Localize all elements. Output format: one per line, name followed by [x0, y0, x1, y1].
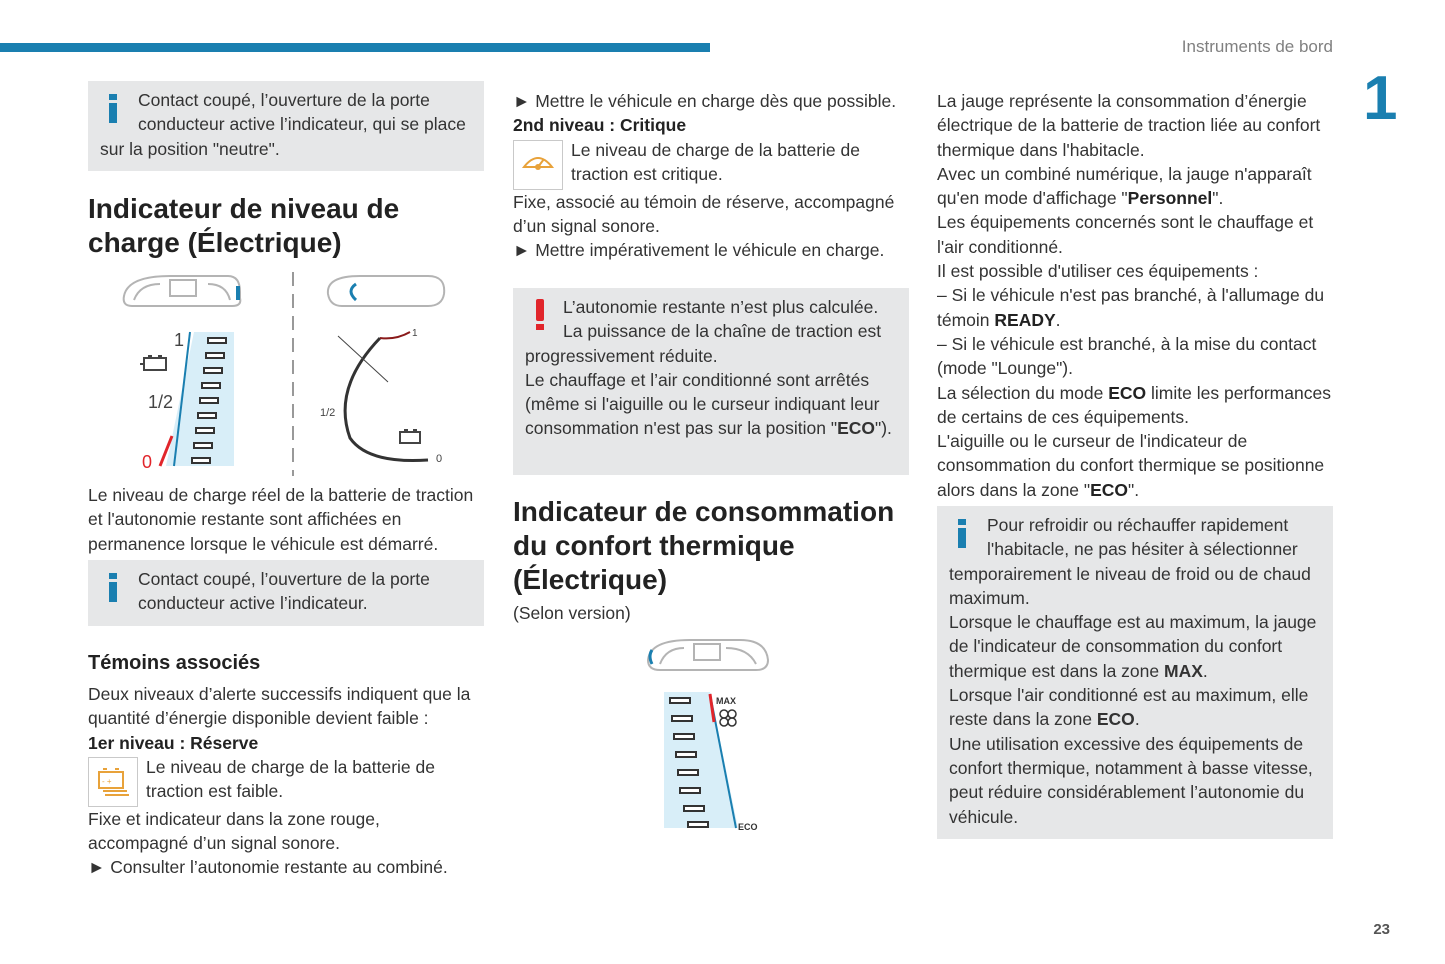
title-line: Indicateur de consommation — [513, 496, 895, 527]
level1-action-row — [88, 855, 484, 879]
warn-eco: ECO — [837, 418, 876, 439]
gauge-needle — [338, 336, 388, 382]
thermal-gauge-illustration — [640, 634, 780, 838]
action-critical: Mettre impérativement le véhicule en charge. — [535, 240, 885, 261]
arrow-icon: ► — [88, 857, 111, 878]
label-empty: 0 — [142, 452, 153, 472]
fan-icon — [720, 710, 736, 726]
critical-charge-icon — [513, 140, 563, 190]
warn-text-2: La puissance de la chaîne de traction est progressivement réduite. — [525, 321, 882, 366]
instrument-cluster-icon-2 — [328, 276, 444, 306]
paragraph-eco-mode: La sélection du mode ECO limite les performances de certains de ces équipements. — [937, 382, 1331, 427]
level1-action: Consulter l’autonomie restante au combiné. — [110, 857, 448, 878]
list-item-plugged: – Si le véhicule est branché, à la mise du contact (mode "Lounge"). — [937, 333, 1317, 379]
cluster-gauge-mark — [236, 286, 240, 300]
battery-icon — [140, 356, 166, 370]
level1-row — [88, 755, 484, 807]
instrument-cluster-icon — [124, 276, 241, 306]
arc-gauge-top — [380, 332, 410, 338]
title-line: Indicateur de niveau de — [88, 193, 400, 224]
charge-gauge-illustration — [110, 268, 460, 480]
warning-box — [513, 288, 909, 475]
paragraph-possible: Il est possible d'utiliser ces équipements : — [937, 261, 1259, 282]
arrow-icon: ► — [513, 240, 536, 261]
action-charge-row — [513, 89, 913, 113]
info-box-neutral — [88, 81, 484, 171]
paragraph-gauge: La jauge représente la consommation d’énergie électrique de la batterie de traction liée au confort thermique dans l'habitacle. — [937, 91, 1321, 160]
section-title: Instruments de bord — [1181, 37, 1333, 56]
paragraph-needle: L'aiguille ou le curseur de l'indicateur de consommation du confort thermique se positionne alors dans la zone "ECO". — [937, 431, 1325, 500]
info-icon — [949, 513, 983, 557]
temoins-block — [88, 682, 484, 880]
instrument-cluster-icon-3 — [648, 640, 768, 670]
chapter-number: 1 — [1363, 64, 1398, 133]
info-box-thermal — [937, 506, 1333, 839]
header-accent-bar — [0, 43, 710, 52]
label-eco: ECO — [738, 822, 758, 832]
arc-label-half: 1/2 — [320, 407, 336, 419]
page-number: 23 — [1373, 921, 1390, 938]
list-item-not-plugged: – Si le véhicule n'est pas branché, à l'allumage du témoin READY. — [937, 285, 1325, 330]
arrow-icon: ► — [513, 91, 536, 111]
warn-text-1: L’autonomie restante n’est plus calculée. — [563, 297, 879, 317]
level2-row — [513, 138, 913, 190]
warn-text-3: Le chauffage et l’air conditionné sont arrêtés (même si l'aiguille ou le curseur indiquant leur consommation n'est pas sur la position " — [525, 369, 880, 439]
exclamation-icon — [525, 295, 559, 339]
action-charge: Mettre le véhicule en charge dès que possible. — [535, 91, 897, 111]
label-full: 1 — [174, 330, 185, 350]
info-icon — [100, 88, 134, 132]
arc-label-full: 1 — [412, 328, 418, 339]
paragraph-alert-levels: Deux niveaux d’alerte successifs indiquent que la quantité d’énergie disponible devient faible : — [88, 684, 471, 729]
label-half: 1/2 — [148, 392, 174, 412]
info-ac-max: Lorsque l'air conditionné est au maximum, elle reste dans la zone ECO. — [949, 685, 1309, 730]
section-title-charge — [88, 192, 488, 260]
title-line: (Électrique) — [513, 564, 668, 595]
info-cool-heat: Pour refroidir ou réchauffer rapidement l'habitacle, ne pas hésiter à sélectionner temporairement le niveau de froid ou de chaud maximum. — [949, 515, 1311, 608]
section-title-thermal — [513, 495, 923, 597]
action-critical-row — [513, 238, 913, 262]
cluster-left-mark — [650, 650, 652, 664]
paragraph-digital: Avec un combiné numérique, la jauge n'apparaît qu'en mode d'affichage "Personnel". — [937, 163, 1312, 209]
level1-fixed: Fixe et indicateur dans la zone rouge, accompagné d’un signal sonore. — [88, 808, 380, 854]
battery-icon-2 — [400, 430, 420, 443]
level1-description: Le niveau de charge de la batterie de traction est faible. — [146, 756, 435, 802]
svg-text:- +: - + — [102, 776, 112, 786]
info-text: Contact coupé, l’ouverture de la porte conducteur active l’indicateur. — [138, 569, 430, 614]
info-excessive-use: Une utilisation excessive des équipements de confort thermique, notamment à basse vitesse, peut réduire considérablement l’autonomie du véhicule. — [949, 733, 1313, 827]
level2-fixed: Fixe, associé au témoin de réserve, accompagné d’un signal sonore. — [513, 191, 895, 236]
paragraph-charge-level: Le niveau de charge réel de la batterie de traction et l'autonomie restante sont affichées en permanence lorsque le véhicule est démarré. — [88, 485, 474, 554]
level2-description: Le niveau de charge de la batterie de traction est critique. — [571, 139, 860, 184]
paragraph-equipment: Les équipements concernés sont le chauffage et l'air conditionné. — [937, 212, 1314, 257]
col2-top-block — [513, 89, 913, 262]
battery-reserve-icon — [88, 757, 138, 807]
label-max: MAX — [716, 696, 736, 706]
info-text: Contact coupé, l’ouverture de la porte conducteur active l’indicateur, qui se place sur la position "neutre". — [100, 90, 466, 159]
col3-text-block — [937, 89, 1337, 502]
title-line: du confort thermique — [513, 530, 795, 561]
info-box-door — [88, 560, 484, 626]
level2-title: 2nd niveau : Critique — [513, 115, 687, 136]
subtitle-temoins: Témoins associés — [88, 652, 261, 674]
title-line: charge (Électrique) — [88, 227, 342, 258]
info-icon — [100, 567, 134, 611]
level1-title: 1er niveau : Réserve — [88, 732, 259, 753]
warn-end: "). — [875, 418, 892, 439]
cluster-arc-mark — [351, 284, 356, 300]
selon-version: (Selon version) — [513, 603, 631, 623]
info-heat-max: Lorsque le chauffage est au maximum, la jauge de l'indicateur de consommation du confort thermique est dans la zone MAX. — [949, 612, 1317, 681]
arc-label-empty: 0 — [436, 453, 443, 465]
